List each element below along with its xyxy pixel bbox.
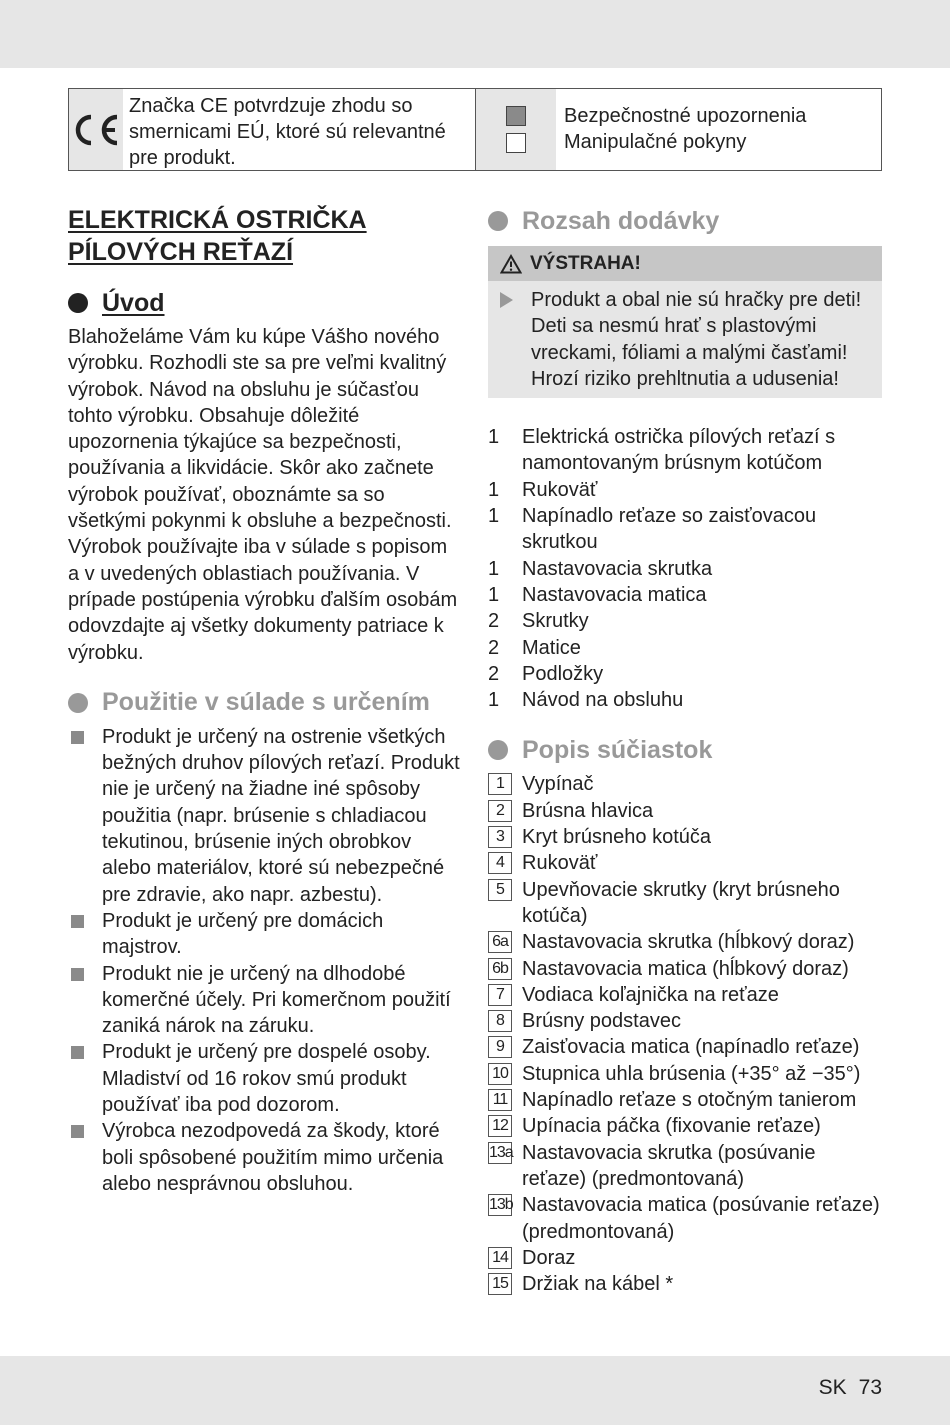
list-item: 11 Napínadlo reťaze s otočným tanierom [488,1087,882,1113]
list-item: 1 Napínadlo reťaze so zaisťovacou skrutkou [488,505,817,554]
bullet-dot-icon [488,211,508,231]
warning-triangle-icon [500,254,522,274]
square-bullet-icon [71,731,84,744]
list-item: 3 Kryt brúsneho kotúča [488,824,882,850]
part-number-box: 7 [488,984,512,1006]
ce-legend [69,89,476,170]
part-number-box: 2 [488,800,512,822]
part-number-box: 5 [488,879,512,901]
list-item: 2 Skrutky [488,610,589,633]
square-bullet-icon [71,1125,84,1138]
warning-body: Produkt a obal nie sú hračky pre deti! Deti sa nesmú hrať s plastovými vreckami, fóliami a malými časťami! Hrozí riziko prehltnutia a udusenia! [488,281,882,398]
arrow-bullet-icon [500,292,513,308]
list-item: Produkt je určený pre domácich majstrov. [68,908,463,961]
page-number: 73 [858,1376,882,1399]
part-number-box: 13b [488,1194,512,1216]
ce-description: Značka CE potvrdzuje zhodu so smernicami EÚ, ktoré sú relevantné pre produkt. [129,95,446,169]
left-column [68,204,463,1197]
intro-text: Blahoželáme Vám ku kúpe Vášho nového výrobku. Rozhodli ste sa pre veľmi kvalitný výrobok. Návod na obsluhu je súčasťou tohto výrobku. Obsahuje dôležité upozornenia týkajúce sa bezpečnosti, používania a likvidácie. Skôr ako začnete výrobok používať, oboznámte sa so všetkými pokynmi k obsluhe a bezpečnosti. Výrobok používajte iba v súlade s popisom a v uvedených oblastiach používania. V prípade postúpenia výrobku ďalším osobám odovzdajte aj všetky dokumenty patriace k výrobku. [68,326,458,664]
right-column [488,204,882,1297]
square-bullet-icon [71,915,84,928]
list-item: 15 Držiak na kábel * [488,1271,882,1297]
part-number-box: 10 [488,1063,512,1085]
list-item: 1 Návod na obsluhu [488,689,684,712]
list-item: 13a Nastavovacia skrutka (posúvanie reťaze) (predmontovaná) [489,1141,816,1190]
empty-square-icon [506,133,526,153]
list-item: 9 Zaisťovacia matica (napínadlo reťaze) [488,1034,882,1060]
list-item: Výrobca nezodpovedá za škody, ktoré boli spôsobené použitím mimo určenia alebo nesprávnou obsluhou. [68,1118,463,1197]
intended-use-list [68,724,463,1197]
part-number-box: 11 [488,1089,512,1111]
top-band [0,0,950,68]
list-item: 2 Brúsna hlavica [488,798,882,824]
list-item: 1 Vypínač [488,771,882,797]
part-number-box: 14 [488,1247,512,1269]
list-item: Produkt je určený pre dospelé osoby. Mladiství od 16 rokov smú produkt používať iba pod dozorom. [68,1039,463,1118]
page-footer [807,1376,882,1400]
part-number-box: 8 [488,1010,512,1032]
part-number-box: 13a [488,1142,512,1164]
list-item: 1 Elektrická ostrička pílových reťazí s namontovaným brúsnym kotúčom [488,426,836,475]
list-item: 1 Nastavovacia skrutka [488,557,713,580]
safety-notice-label: Bezpečnostné upozornenia [564,105,807,127]
part-number-box: 12 [488,1115,512,1137]
part-number-box: 6a [488,931,512,953]
parts-heading: Popis súčiastok [488,733,882,767]
filled-square-icon [506,106,526,126]
list-item: 13b Nastavovacia matica (posúvanie reťaze) (predmontovaná) [489,1194,880,1243]
list-item: 2 Matice [488,636,581,659]
list-item: 14 Doraz [488,1245,882,1271]
list-item: 7 Vodiaca koľajnička na reťaze [488,982,882,1008]
list-item: 1 Rukoväť [488,478,598,501]
list-item: 2 Podložky [488,662,604,685]
part-number-box: 3 [488,826,512,848]
list-item: Produkt je určený na ostrenie všetkých bežných druhov pílových reťazí. Produkt nie je určený na žiadne iné spôsoby použitia (napr. brúsenie s chladiacou tekutinou, brúsenie iných obrobkov alebo materiálov, ktoré sú nebezpečné pre zdravie, ako napr. azbestu). [68,724,463,908]
document-title: ELEKTRICKÁ OSTRIČKA PÍLOVÝCH REŤAZÍ [68,206,367,266]
bullet-dot-icon [488,740,508,760]
language-code: SK [818,1376,847,1399]
ce-mark-icon [69,89,123,170]
list-item: 8 Brúsny podstavec [488,1008,882,1034]
part-number-box: 15 [488,1273,512,1295]
bullet-dot-icon [68,693,88,713]
handling-notice-label: Manipulačné pokyny [564,131,747,153]
list-item: 4 Rukoväť [488,850,882,876]
list-item: 6b Nastavovacia matica (hĺbkový doraz) [488,956,882,982]
intro-heading: Úvod [68,286,463,320]
list-item: 12 Upínacia páčka (fixovanie reťaze) [488,1113,882,1139]
intended-use-heading: Použitie v súlade s určením [68,686,463,720]
notice-legend [476,89,881,170]
delivery-heading: Rozsah dodávky [488,204,882,238]
part-number-box: 6b [488,958,512,980]
square-bullet-icon [71,968,84,981]
part-number-box: 4 [488,852,512,874]
list-item: 1 Nastavovacia matica [488,583,707,606]
legend-labels [556,89,814,170]
square-bullet-icon [71,1046,84,1059]
delivery-list [488,424,882,713]
part-number-box: 1 [488,773,512,795]
parts-list [488,771,882,1297]
warning-box [488,246,882,398]
list-item: 6a Nastavovacia skrutka (hĺbkový doraz) [488,929,882,955]
part-number-box: 9 [488,1036,512,1058]
legend-symbols [476,89,556,170]
symbol-legend [68,88,882,171]
warning-header: VÝSTRAHA! [488,246,882,281]
list-item: 10 Stupnica uhla brúsenia (+35° až −35°) [488,1061,882,1087]
list-item: 5 Upevňovacie skrutky (kryt brúsneho kotúča) [488,877,882,930]
list-item: Produkt nie je určený na dlhodobé komerčné účely. Pri komerčnom použití zaniká nárok na záruku. [68,961,463,1040]
bullet-dot-icon [68,293,88,313]
